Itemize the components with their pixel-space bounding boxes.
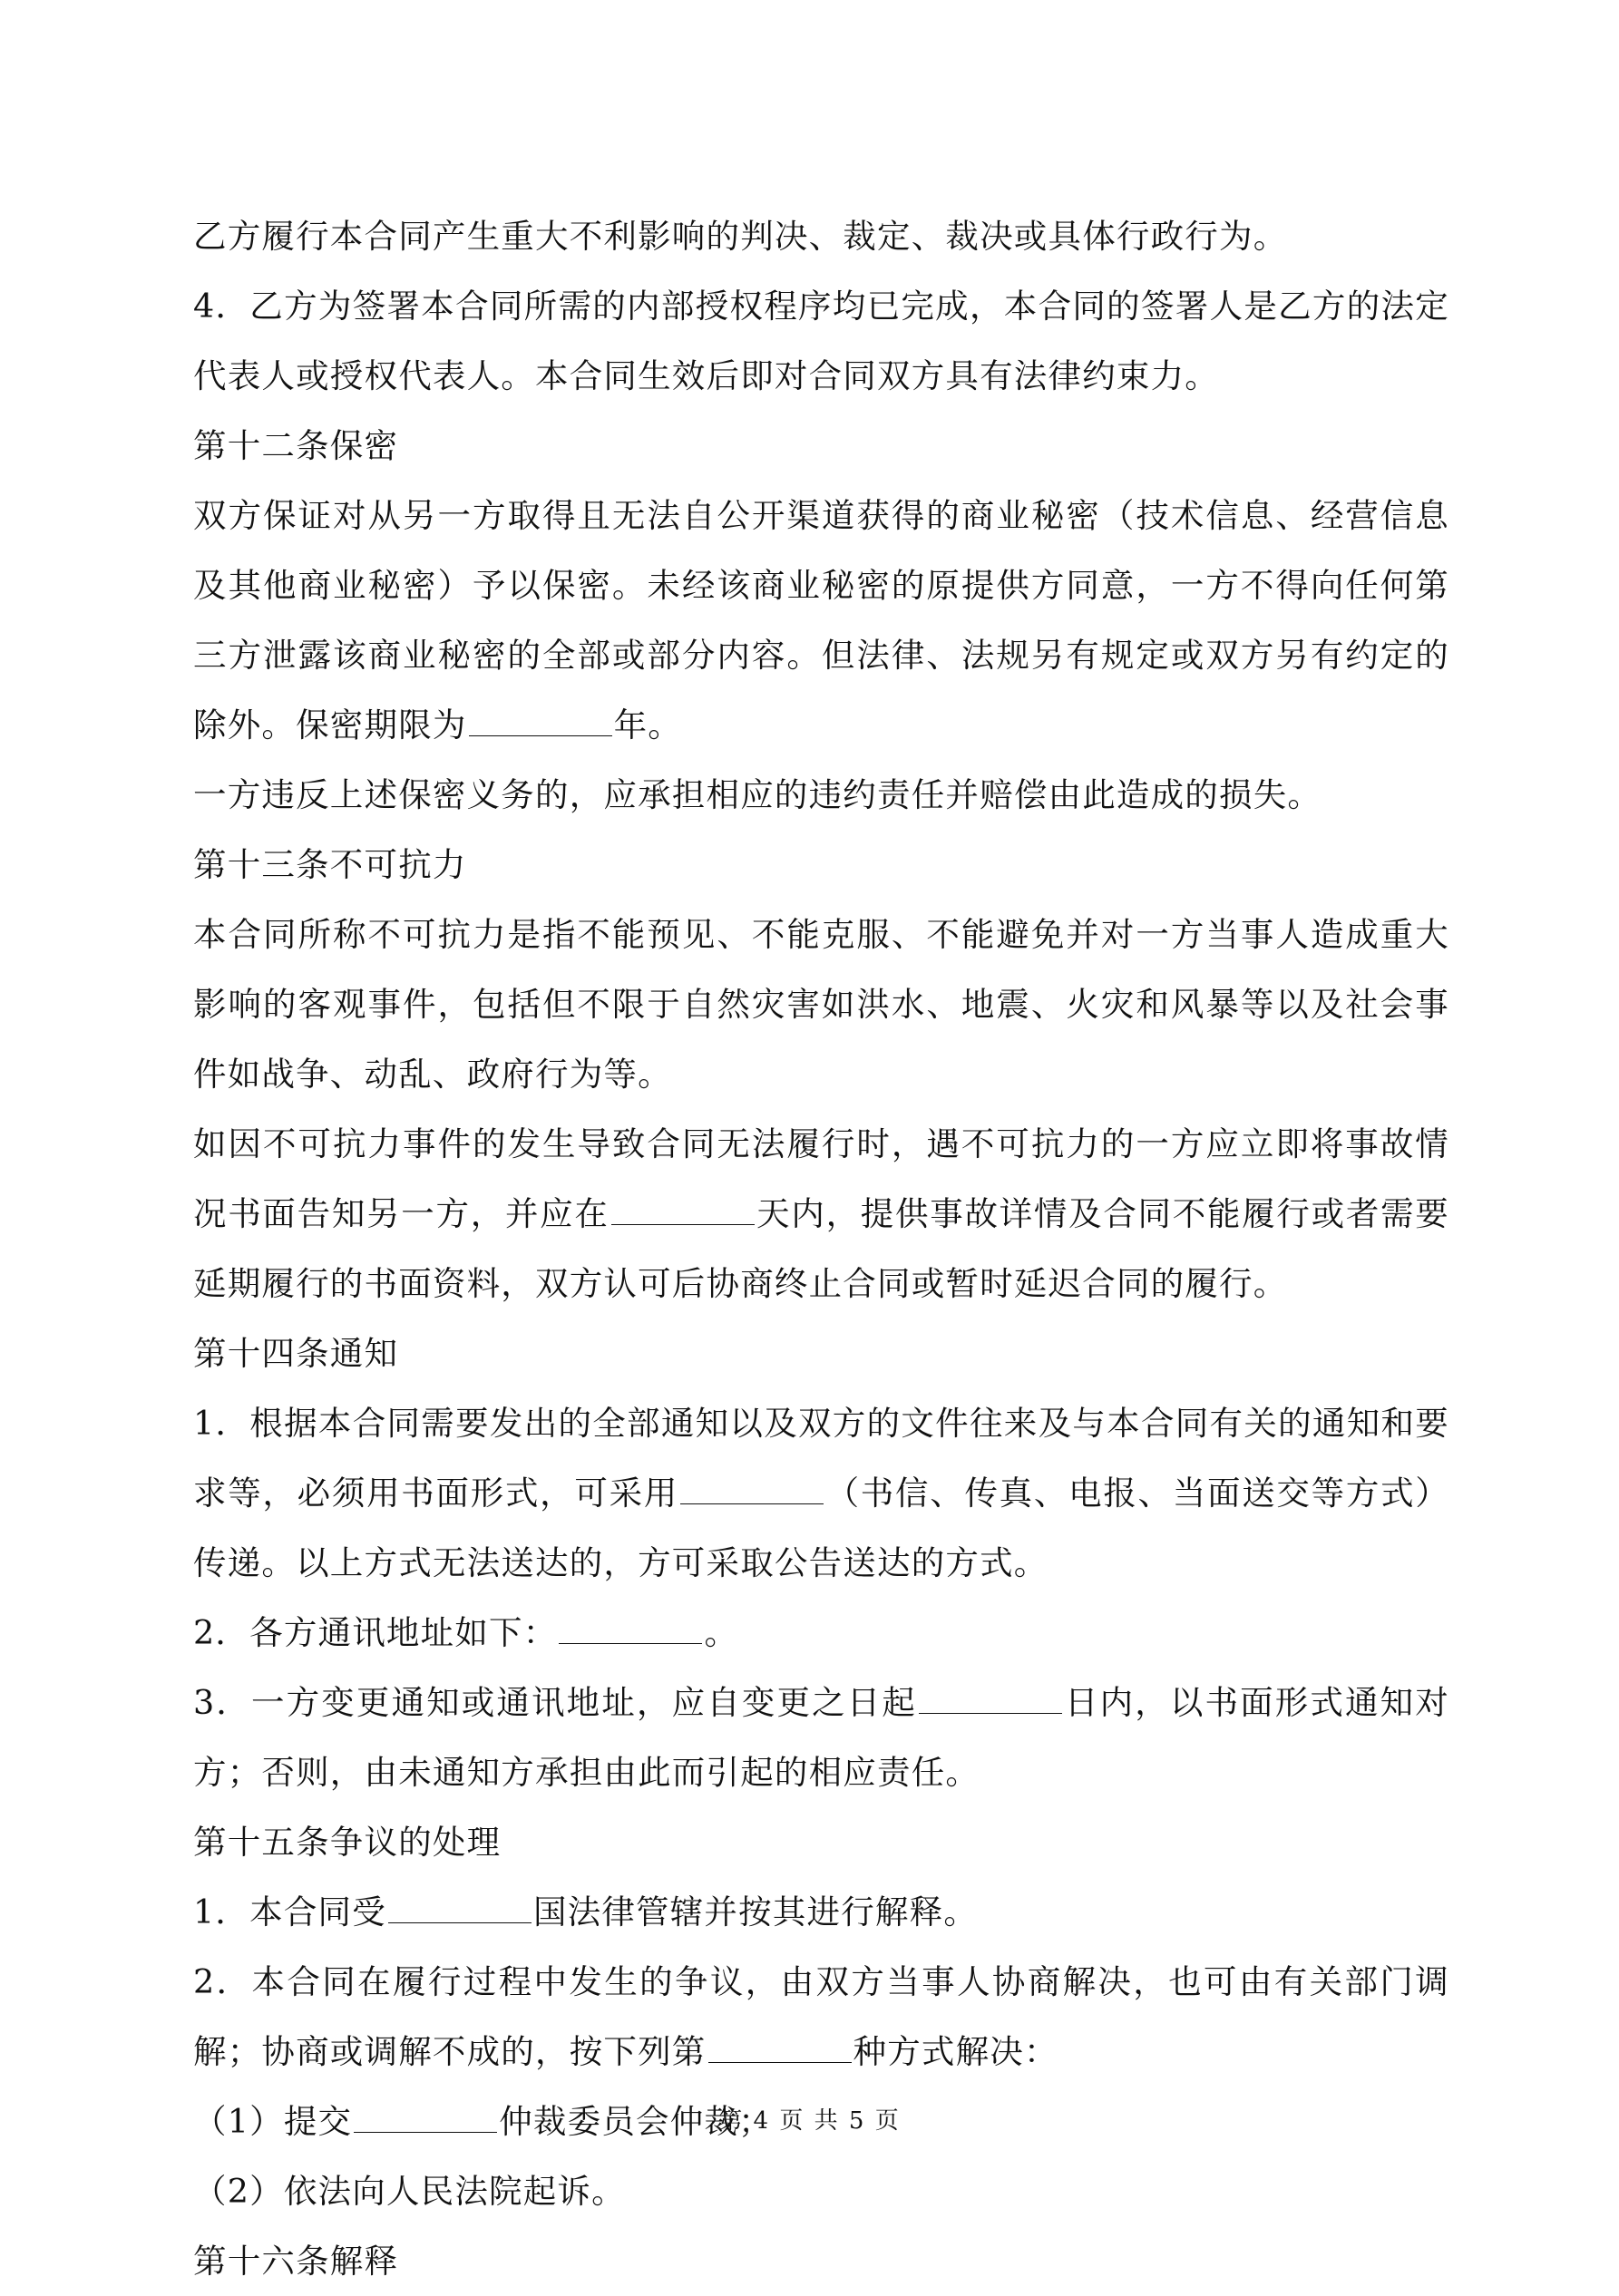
text-segment: 种方式解决： [853,2032,1058,2071]
fill-in-blank [469,706,612,736]
paragraph: 乙方履行本合同产生重大不利影响的判决、裁定、裁决或具体行政行为。 [193,217,1288,256]
section-heading-14: 第十四条通知 [193,1334,399,1373]
section-heading-12: 第十二条保密 [193,426,399,465]
section-heading-13: 第十三条不可抗力 [193,845,467,884]
paragraph [193,1947,1449,2087]
section-heading-16: 第十六条解释 [193,2242,399,2281]
text-segment: 年。 [613,705,683,744]
fill-in-blank [611,1195,755,1225]
text-segment: 1．根据本合同需要发出的全部通知以及双方的文件往来及与本合同有关的通知和要求等，必须用书面形式，可采用 [193,1404,1449,1513]
text-segment: 日内，以书面形式通知对方；否则，由未通知方承担由此而引起的相应责任。 [193,1683,1449,1792]
paragraph [193,1388,1449,1598]
text-segment: 1．本合同受 [193,1892,386,1931]
paragraph [193,1877,1449,1947]
text-segment: 2．各方通讯地址如下： [193,1613,558,1652]
paragraph [193,1109,1449,1318]
paragraph [193,481,1449,760]
text-segment: 。 [704,1613,739,1652]
paragraph: 一方违反上述保密义务的，应承担相应的违约责任并赔偿由此造成的损失。 [193,775,1322,814]
text-segment: 2．本合同在履行过程中发生的争议，由双方当事人协商解决，也可由有关部门调解；协商或调解不成的，按下列第 [193,1962,1449,2071]
fill-in-blank [388,1893,532,1923]
page-number: 第 4 页 共 5 页 [718,2107,901,2135]
text-segment: 双方保证对从另一方取得且无法自公开渠道获得的商业秘密（技术信息、经营信息及其他商业秘密）予以保密。未经该商业秘密的原提供方同意，一方不得向任何第三方泄露该商业秘密的全部或部分内容。但法律、法规另有规定或双方另有约定的除外。保密期限为 [193,496,1449,744]
text-segment: （书信、传真、电报、当面送交等方式）传递。以上方式无法送达的，方可采取公告送达的方式。 [193,1474,1449,1582]
document-body [193,201,1449,2296]
fill-in-blank [680,1474,824,1504]
paragraph: 4．乙方为签署本合同所需的内部授权程序均已完成，本合同的签署人是乙方的法定代表人或授权代表人。本合同生效后即对合同双方具有法律约束力。 [193,287,1449,395]
paragraph [193,1668,1449,1807]
text-segment: 国法律管辖并按其进行解释。 [532,1892,979,1931]
text-segment: （1）提交 [193,2102,353,2141]
page-footer [0,2102,1619,2135]
section-heading-15: 第十五条争议的处理 [193,1823,502,1862]
fill-in-blank [919,1684,1062,1714]
text-segment: 如因不可抗力事件的发生导致合同无法履行时，遇不可抗力的一方应立即将事故情况书面告知另一方，并应在 [193,1124,1449,1233]
paragraph: （2）依法向人民法院起诉。 [193,2172,626,2211]
paragraph [193,1598,1449,1668]
fill-in-blank [559,1614,702,1644]
text-segment: 天内，提供事故详情及合同不能履行或者需要延期履行的书面资料，双方认可后协商终止合同或暂时延迟合同的履行。 [193,1194,1449,1303]
text-segment: 仲裁委员会仲裁； [499,2102,773,2141]
paragraph: 本合同所称不可抗力是指不能预见、不能克服、不能避免并对一方当事人造成重大影响的客观事件，包括但不限于自然灾害如洪水、地震、火灾和风暴等以及社会事件如战争、动乱、政府行为等。 [193,915,1449,1094]
fill-in-blank [708,2033,852,2063]
text-segment: 3．一方变更通知或通讯地址，应自变更之日起 [193,1683,918,1722]
